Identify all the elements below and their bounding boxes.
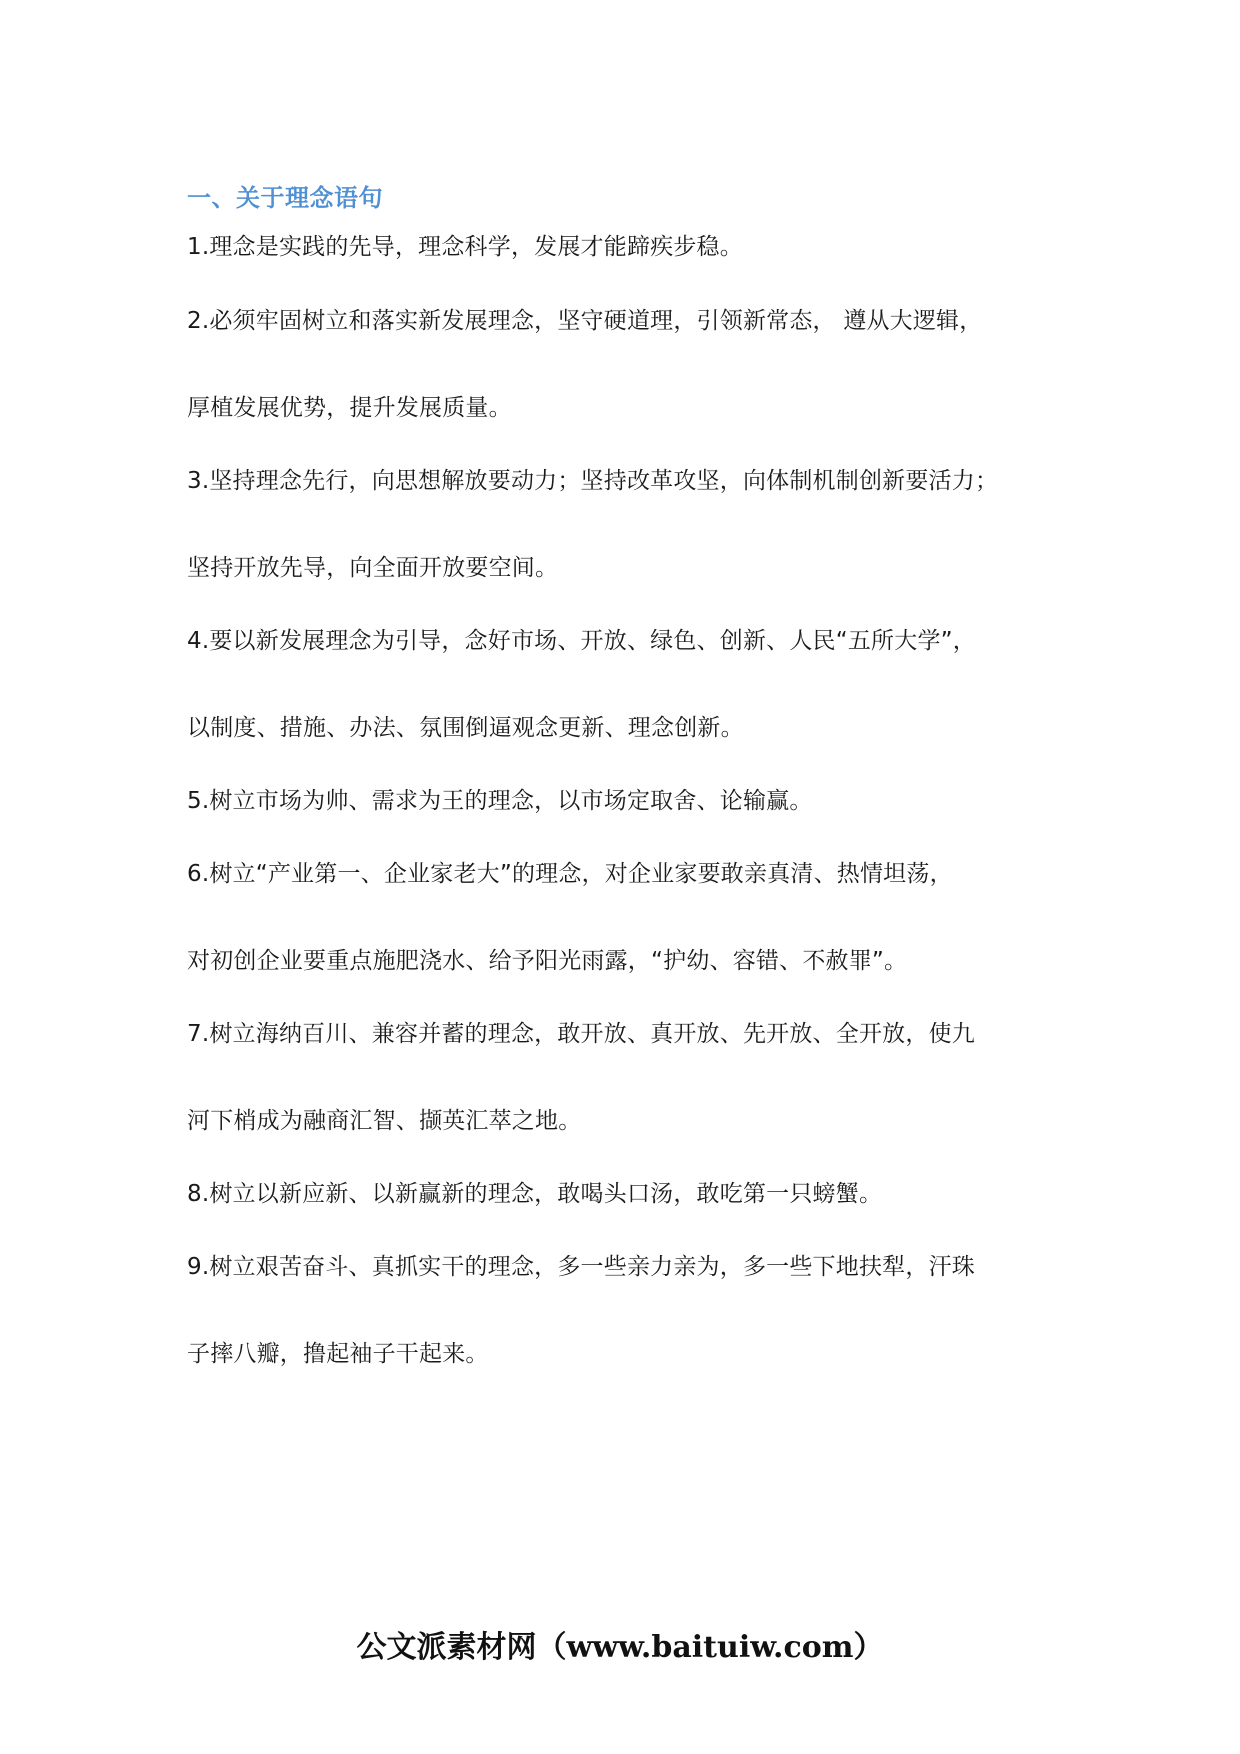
body-line-9: 6.树立“产业第一、企业家老大”的理念，对企业家要敢亲真清、热情坦荡， (187, 861, 953, 887)
body-line-5: 坚持开放先导，向全面开放要空间。 (187, 555, 559, 581)
body-line-6: 4.要以新发展理念为引导，念好市场、开放、绿色、创新、人民“五所大学”， (187, 628, 976, 654)
body-line-11: 7.树立海纳百川、兼容并蓄的理念，敢开放、真开放、先开放、全开放，使九 (187, 1021, 975, 1047)
body-line-1: 1.理念是实践的先导，理念科学，发展才能蹄疾步稳。 (187, 234, 743, 260)
section-heading: 一、关于理念语句 (187, 184, 383, 212)
body-line-3: 厚植发展优势，提升发展质量。 (187, 395, 512, 421)
body-line-8: 5.树立市场为帅、需求为王的理念，以市场定取舍、论输赢。 (187, 788, 813, 814)
body-line-4: 3.坚持理念先行，向思想解放要动力；坚持改革攻坚，向体制机制创新要活力； (187, 468, 999, 494)
body-line-12: 河下梢成为融商汇智、撷英汇萃之地。 (187, 1108, 582, 1134)
body-line-14: 9.树立艰苦奋斗、真抓实干的理念，多一些亲力亲为，多一些下地扶犁，汗珠 (187, 1254, 975, 1280)
body-line-13: 8.树立以新应新、以新赢新的理念，敢喝头口汤，敢吃第一只螃蟹。 (187, 1181, 883, 1207)
footer-watermark: 公文派素材网（www.baituiw.com） (356, 1630, 884, 1665)
body-line-10: 对初创企业要重点施肥浇水、给予阳光雨露，“护幼、容错、不赦罪”。 (187, 948, 908, 974)
body-line-15: 子摔八瓣，撸起袖子干起来。 (187, 1341, 489, 1367)
body-line-2: 2.必须牢固树立和落实新发展理念，坚守硬道理，引领新常态， 遵从大逻辑， (187, 308, 983, 334)
body-line-7: 以制度、措施、办法、氛围倒逼观念更新、理念创新。 (187, 715, 744, 741)
